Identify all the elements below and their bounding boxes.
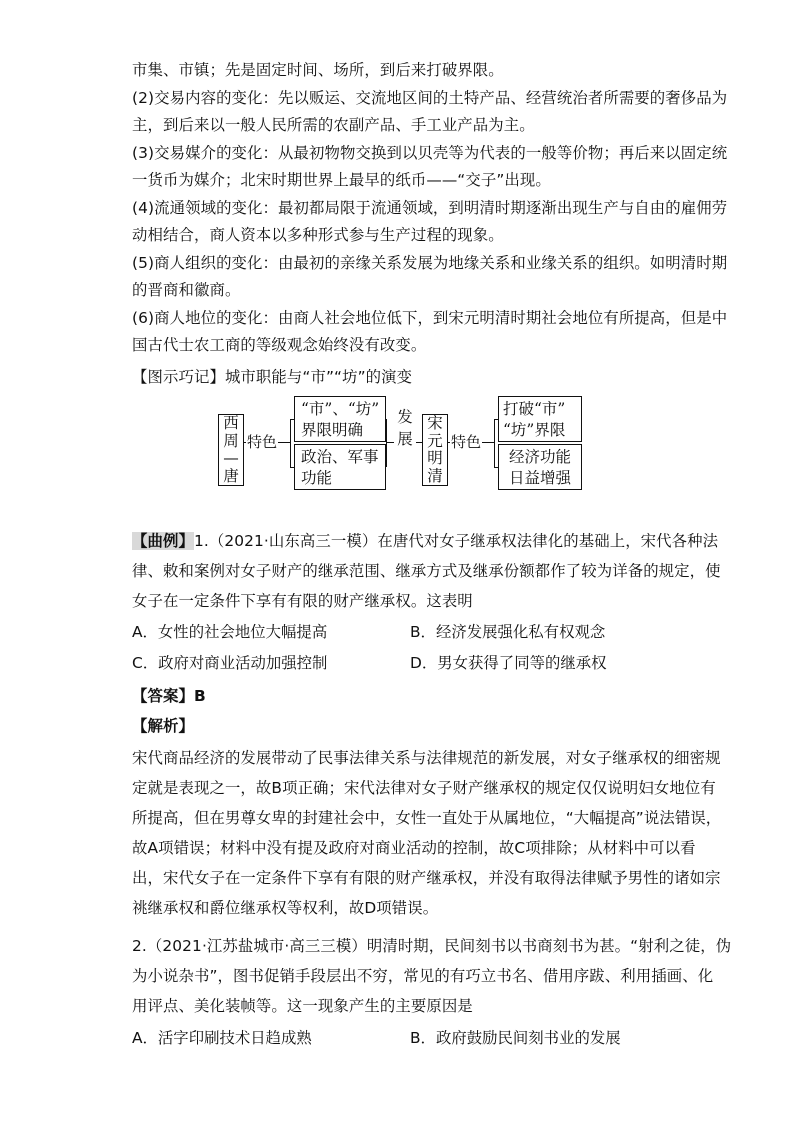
box-text: 政治、军事: [301, 448, 379, 466]
box-text: “坊”界限: [503, 421, 566, 439]
analysis-label: 【解析】: [132, 717, 194, 735]
develop-char: 展: [397, 430, 413, 448]
analysis-line: 所提高，但在男尊女卑的封建社会中，女性一直处于从属地位，“大幅提高”说法错误，: [132, 809, 722, 827]
option-d: D．男女获得了同等的继承权: [410, 654, 607, 672]
text-line: (4)流通领域的变化：最初都局限于流通领域，到明清时期逐渐出现生产与自由的雇佣劳: [132, 199, 728, 217]
text-line: 主，到后来以一般人民所需的农副产品、手工业产品为主。: [132, 116, 535, 134]
question-text: 1.（2021·山东高三一模）在唐代对女子继承权法律化的基础上，宋代各种法: [193, 532, 719, 550]
question-2-line: 2.（2021·江苏盐城市·高三三模）明清时期，民间刻书以书商刻书为甚。“射利之徒，伪: [132, 937, 732, 955]
period-box-song-yuan-ming-qing: [422, 414, 448, 486]
evolution-diagram: [218, 396, 582, 496]
box-text: 经济功能: [509, 448, 572, 466]
diagram-heading: 【图示巧记】城市职能与“市”“坊”的演变: [132, 368, 413, 386]
bracket-line: [494, 419, 495, 467]
period-char: 西: [223, 414, 239, 432]
question-1-line: 女子在一定条件下享有有限的财产继承权。这表明: [132, 592, 473, 610]
answer-line: 【答案】B: [132, 687, 206, 705]
bracket-line: [386, 419, 387, 467]
text-line: 市集、市镇；先是固定时间、场所，到后来打破界限。: [132, 61, 504, 79]
period-char: 元: [427, 431, 443, 450]
analysis-line: 定就是表现之一，故B项正确；宋代法律对女子财产继承权的规定仅仅说明妇女地位有: [132, 779, 716, 797]
box-break-boundary: [498, 396, 582, 442]
text-line: (3)交易媒介的变化：从最初物物交换到以贝壳等为代表的一般等价物；再后来以固定统: [132, 144, 728, 162]
question-2-line: 为小说杂书”，图书促销手段层出不穷，常见的有巧立书名、借用序跋、利用插画、化: [132, 967, 714, 985]
period-char: 清: [427, 466, 443, 485]
period-char: —: [223, 449, 239, 467]
box-text: 功能: [301, 469, 333, 487]
develop-label: [394, 406, 416, 450]
period-char: 唐: [223, 466, 239, 485]
option-c: C．政府对商业活动加强控制: [132, 654, 328, 672]
text-line: 一货币为媒介；北宋时期世界上最早的纸币——“交子”出现。: [132, 171, 551, 189]
bracket-line: [290, 419, 291, 467]
text-line: (6)商人地位的变化：由商人社会地位低下，到宋元明清时期社会地位有所提高，但是中: [132, 309, 728, 327]
analysis-line: 故A项错误；材料中没有提及政府对商业活动的控制，故C项排除；从材料中可以看: [132, 839, 696, 857]
option-b: B．经济发展强化私有权观念: [410, 623, 606, 641]
question-1-line: [132, 531, 718, 551]
box-text: 界限明确: [301, 421, 364, 439]
question-2-line: 用评点、美化装帧等。这一现象产生的主要原因是: [132, 997, 473, 1015]
question-1-line: 律、敕和案例对女子财产的继承范围、继承方式及继承份额都作了较为详备的规定，使: [132, 562, 721, 580]
feature-label: 特色: [247, 433, 278, 451]
analysis-line: 宋代商品经济的发展带动了民事法律关系与法律规范的新发展，对女子继承权的细密规: [132, 749, 721, 767]
develop-char: 发: [397, 408, 413, 426]
analysis-line: 出，宋代女子在一定条件下享有有限的财产继承权，并没有取得法律赋予男性的诸如宗: [132, 869, 721, 887]
box-political-military: [294, 444, 386, 490]
option-a: A．女性的社会地位大幅提高: [132, 623, 328, 641]
option-b: B．政府鼓励民间刻书业的发展: [410, 1029, 621, 1047]
text-line: (2)交易内容的变化：先以贩运、交流地区间的土特产品、经营统治者所需要的奢侈品为: [132, 89, 728, 107]
text-line: (5)商人组织的变化：由最初的亲缘关系发展为地缘关系和业缘关系的组织。如明清时期: [132, 254, 728, 272]
text-line: 的晋商和徽商。: [132, 281, 241, 299]
period-char: 宋: [427, 414, 443, 432]
period-box-xizhou-tang: [218, 414, 244, 486]
period-char: 明: [427, 449, 443, 467]
feature-label: 特色: [451, 433, 482, 451]
period-char: 周: [223, 431, 239, 450]
box-text: 打破“市”: [503, 400, 566, 418]
option-a: A．活字印刷技术日趋成熟: [132, 1029, 312, 1047]
box-text: 日益增强: [509, 469, 572, 487]
analysis-line: 祧继承权和爵位继承权等权利，故D项错误。: [132, 899, 439, 917]
box-economic-function: [498, 444, 582, 490]
text-line: 动相结合，商人资本以多种形式参与生产过程的现象。: [132, 226, 504, 244]
box-market-ward-boundary: [294, 396, 386, 442]
text-line: 国古代士农工商的等级观念始终没有改变。: [132, 336, 427, 354]
example-tag: 【曲例】: [132, 532, 194, 550]
box-text: “市”、“坊”: [301, 400, 380, 418]
